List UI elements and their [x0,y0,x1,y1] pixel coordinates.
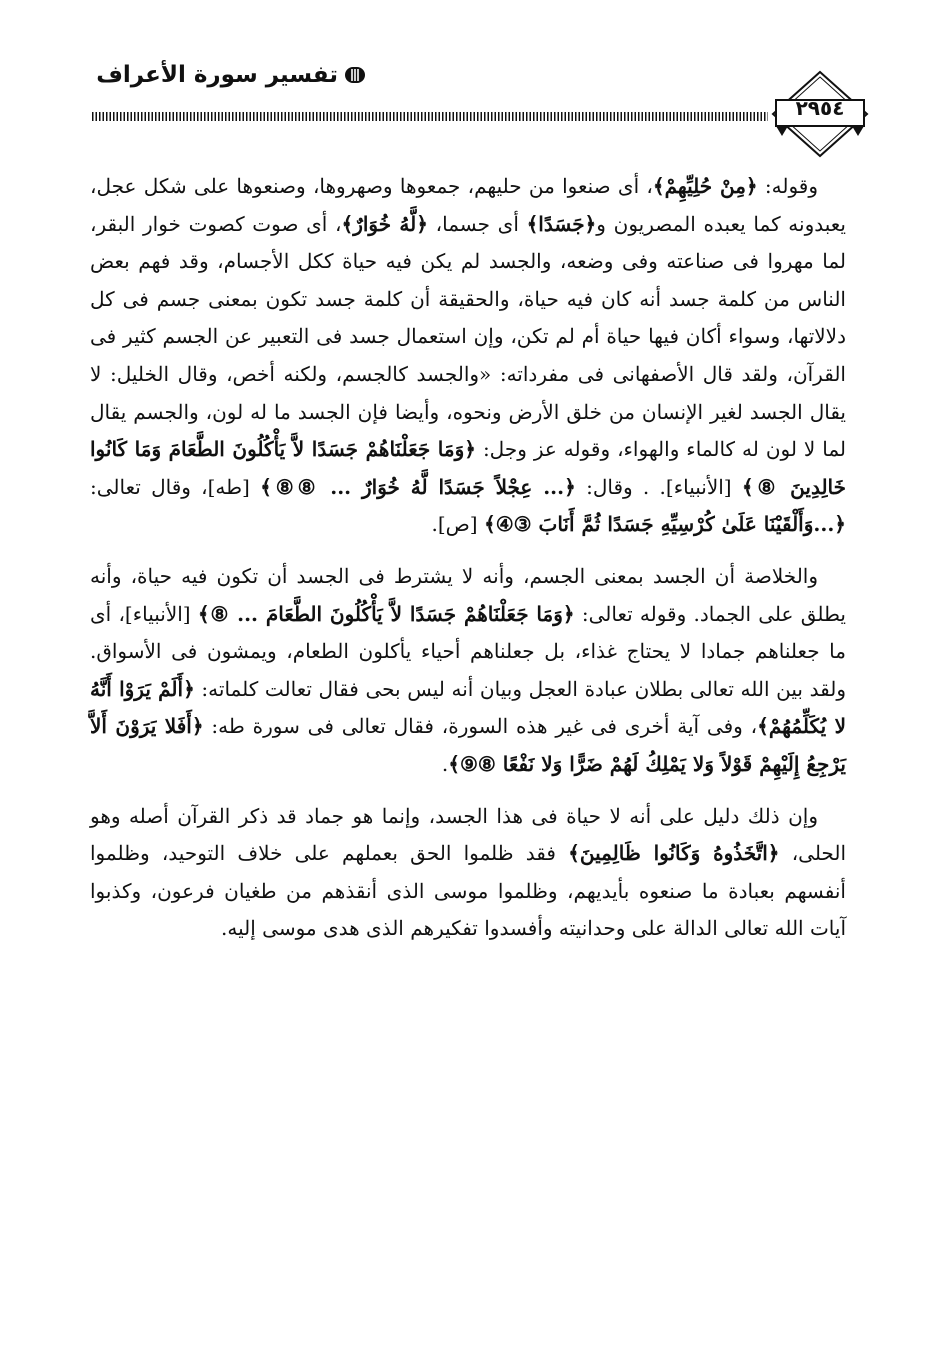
quran-quote: ﴿مِنْ حُلِيِّهِمْ﴾ [652,174,758,198]
text-segment: وقوله: [757,174,819,198]
quran-quote: ﴿أَفَلا يَرَوْنَ أَلاَّ يَرْجِعُ إِلَيْهِمْ قَوْلاً وَلا يَمْلِكُ لَهُمْ ضَرًّا وَلا نَفْعًا ⑧⑨﴾ [90,714,846,776]
page-number: ٢٩٥٤ [795,96,845,120]
text-segment: وإن ذلك دليل على أنه لا حياة فى هذا الجسد، وإنما هو جماد قد ذكر القرآن أصله وهو الحلى، [90,803,846,866]
text-segment: [طه]، وقال تعالى: [90,474,261,499]
paragraph [90,558,846,784]
paragraph [90,798,846,948]
paragraph [90,168,846,544]
text-segment: [الأنبياء]. . وقال: [575,474,742,499]
text-segment: فقد ظلموا الحق بعملهم على خلاف التوحيد، وظلموا أنفسهم بعبادة ما صنعوه بأيديهم، وظلموا موسى الذى أنقذهم من طغيان فرعون، وكذبوا آيات الله تعالى الدالة على وحدانيته وأفسدوا تفكيرهم الذى هدى موسى إليه. [90,841,846,941]
text-segment: والخلاصة أن الجسد بمعنى الجسم، وأنه لا يشترط فى الجسد أن تكون فيه حياة، وأنه يطلق على الجماد. وقوله تعالى: [90,563,846,626]
quran-quote: ﴿... عِجْلاً جَسَدًا لَّهُ خُوَارٌ ... ⑧⑧﴾ [260,474,576,499]
quran-quote: ﴿...وَأَلْقَيْنَا عَلَىٰ كُرْسِيِّهِ جَسَدًا ثُمَّ أَنَابَ ③④﴾ [483,512,846,537]
header-rule [92,112,768,121]
text-segment: ، وفى آية أخرى فى غير هذه السورة، فقال تعالى فى سورة طه: [203,714,758,739]
running-title: تفسير سورة الأعراف [96,62,338,88]
text-segment: أى جسما، [427,211,527,236]
quran-quote: ﴿لَّهُ خُوَارٌ﴾ [341,211,428,236]
quran-quote: ﴿اتَّخَذُوهُ وَكَانُوا ظَالِمِينَ﴾ [568,841,780,866]
text-segment: ، أى صنعوا من حليهم، جمعوها وصهروها، وصنعوها على شكل عجل، يعبدونه كما يعبده المصريون و [90,174,846,236]
quran-quote: ﴿وَمَا جَعَلْنَاهُمْ جَسَدًا لاَّ يَأْكُلُونَ الطَّعَامَ ... ⑧﴾ [197,601,575,626]
text-segment: [ص]. [431,512,484,537]
quran-quote: ﴿أَلَمْ يَرَوْا أَنَّهُ لا يُكَلِّمُهُمْ﴾ [90,676,846,739]
quran-quote: ﴿وَمَا جَعَلْنَاهُمْ جَسَدًا لاَّ يَأْكُلُونَ الطَّعَامَ وَمَا كَانُوا خَالِدِينَ ⑧﴾ [90,437,847,499]
commentary-text [90,168,846,948]
quran-quote: ﴿جَسَدًا﴾ [526,211,597,236]
header-ornament-icon [344,64,366,86]
text-segment: ، أى صوت كصوت خوار البقر، لما مهروا فى صناعته وفى وضعه، والجسد لم يكن فيه حياة ككل الأجسام، وقد فهم بعض الناس من كلمة جسد أنه كان فيه حياة، والحقيقة أن كلمة جسد تكون بمعنى جسم فى كل دلالاتها، وسواء أكان فيها حياة أم لم تكن، وإن استعمال جسد فى التعبير عن الجسم كثير فى القرآن، ولقد قال الأصفهانى فى مفرداته: «والجسد كالجسم، ولكنه أخص، وقال الخليل: لا يقال الجسد لغير الإنسان من خلق الأرض ونحوه، وأيضا فإن الجسد ما له لون، والجسم يقال لما لا لون له كالماء والهواء، وقوله عز وجل: [90,211,847,462]
text-segment: [الأنبياء]، أى ما جعلناهم جمادا لا يحتاج غذاء، بل جعلناهم أحياء يأكلون الطعام، ويمشون فى الأسواق. ولقد بين الله تعالى بطلان عبادة العجل وبيان أنه ليس بحى فقال تعالت كلماته: [90,601,846,701]
text-segment: . [441,751,449,776]
